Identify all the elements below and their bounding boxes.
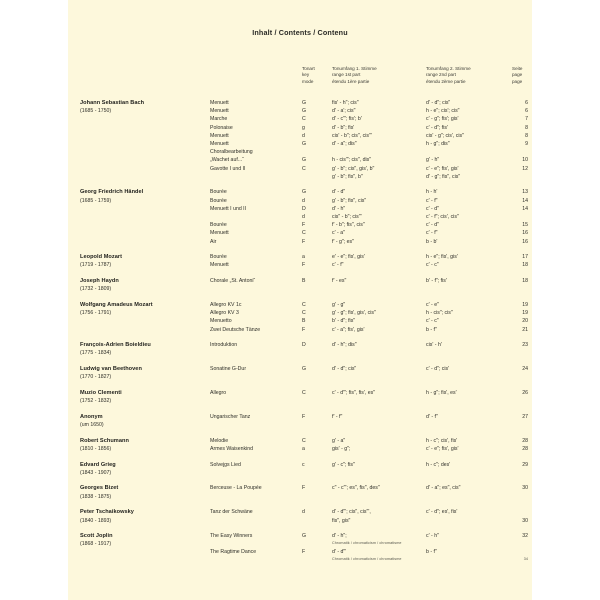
piece-title: Air [210, 238, 217, 245]
table-row [68, 485, 532, 493]
piece-key: G [302, 533, 307, 540]
range-2nd-part: h - cis"; cis" [426, 310, 453, 317]
piece-key: F [302, 485, 306, 492]
piece-title: Menuett [210, 132, 229, 139]
page-number: 8 [525, 132, 528, 139]
piece-title: Menuetto [210, 318, 232, 325]
range-1st-part: d' - h"; dis" [332, 342, 357, 349]
table-row [68, 549, 532, 557]
page-number: 28 [522, 445, 528, 452]
table-row [68, 518, 532, 526]
header-key-fr: mode [302, 78, 314, 84]
composer-group [68, 414, 532, 430]
composer-group [68, 533, 532, 564]
range-1st-part: g' - b"; fis", cis" [332, 197, 367, 204]
composer-group [68, 278, 532, 294]
piece-key: g [302, 124, 305, 131]
range-2nd-part: c' - f" [426, 197, 438, 204]
range-1st-part: e' - e"; fis', gis' [332, 254, 365, 261]
page-number: 7 [525, 116, 528, 123]
range-1st-part: d' - d"'; cis", cis"', [332, 509, 371, 516]
contents-table-body [68, 100, 532, 572]
range-1st-part: g' - g"; fis', gis', cis" [332, 310, 376, 317]
range-2nd-part: h - c"; cis', fis' [426, 437, 458, 444]
composer-name: Georg Friedrich Händel [80, 189, 144, 196]
header-key-en: key [302, 72, 310, 78]
table-row [68, 157, 532, 165]
piece-key: D [302, 205, 306, 212]
composer-group [68, 189, 532, 246]
composer-dates: (1685 - 1759) [80, 197, 112, 204]
range-2nd-part: h - e"; fis', gis' [426, 254, 458, 261]
page-number: 6 [525, 108, 528, 115]
page-number: 16 [522, 230, 528, 237]
table-row [68, 166, 532, 174]
range-2nd-part: d' - f" [426, 413, 438, 420]
range-1st-part: f' - g"; es" [332, 238, 354, 245]
header-range1-de: Tonumfang 1. Stimme [332, 66, 377, 71]
header-key-de: Tonart [302, 66, 315, 71]
piece-title: The Ragtime Dance [210, 548, 257, 555]
piece-title: Zwei Deutsche Tänze [210, 326, 261, 333]
piece-title: Polonaise [210, 124, 233, 131]
composer-group [68, 509, 532, 525]
composer-name: Peter Tschaikowsky [80, 509, 134, 516]
range-1st-part: d' - d"; cis" [332, 366, 357, 373]
range-1st-part: d' - d" [332, 189, 346, 196]
header-page-de: Seite [512, 66, 523, 71]
table-row [68, 374, 532, 382]
page-number: 30 [522, 485, 528, 492]
range-1st-part: g' - g" [332, 301, 346, 308]
composer-dates: (1810 - 1856) [80, 445, 112, 452]
composer-dates: (1756 - 1791) [80, 310, 112, 317]
composer-dates: (um 1650) [80, 422, 104, 428]
page-number: 26 [522, 389, 528, 396]
table-row [68, 462, 532, 470]
page-number: 15 [522, 222, 528, 229]
piece-key: C [302, 301, 306, 308]
range-2nd-part: h - c"; des' [426, 461, 451, 468]
table-row [68, 390, 532, 398]
table-row [68, 541, 532, 548]
piece-title: Menuett I und II [210, 205, 247, 212]
range-1st-part: c' - f" [332, 262, 344, 269]
contents-page [68, 0, 532, 600]
composer-group [68, 485, 532, 501]
composer-name: Anonym [80, 413, 103, 420]
range-2nd-part: b' - f"; fis' [426, 278, 447, 285]
range-2nd-part: b - f" [426, 548, 437, 555]
range-1st-part: g' - b"; fis", b" [332, 173, 363, 180]
piece-title: Allegro KV 1c [210, 301, 242, 308]
table-row [68, 222, 532, 230]
piece-key: D [302, 342, 306, 349]
table-row [68, 262, 532, 270]
composer-name: Ludwig van Beethoven [80, 366, 142, 373]
table-row [68, 206, 532, 214]
piece-title: Ungarischer Tanz [210, 413, 251, 420]
range-2nd-part: c' - f"; cis', cis" [426, 213, 459, 220]
header-range2-de: Tonumfang 2. Stimme [426, 66, 471, 71]
range-2nd-part: h - g"; fis', es' [426, 389, 457, 396]
range-2nd-part: b - b' [426, 238, 438, 245]
range-1st-part: f' - es" [332, 278, 347, 285]
page-sheet [68, 0, 532, 600]
range-1st-part: c' - d"'; fis", fis', es" [332, 389, 376, 396]
page-number: 32 [522, 533, 528, 540]
composer-group [68, 254, 532, 270]
header-range-1 [332, 66, 420, 85]
range-2nd-part: c' - g"; fis'; gis' [426, 116, 459, 123]
page-number: 8 [525, 124, 528, 131]
table-row [68, 189, 532, 197]
range-2nd-part: c' - e" [426, 301, 439, 308]
table-row [68, 398, 532, 406]
page-number: 30 [522, 517, 528, 524]
piece-title: Menuett [210, 100, 229, 106]
range-2nd-part: h - g"; dis" [426, 140, 450, 147]
composer-name: Georges Bizet [80, 485, 119, 492]
table-row [68, 174, 532, 182]
piece-key: d [302, 197, 305, 204]
range-2nd-part: d' - a"; es", cis" [426, 485, 461, 492]
composer-group [68, 302, 532, 335]
piece-key: F [302, 238, 306, 245]
piece-title: Bourée [210, 254, 227, 261]
composer-group [68, 390, 532, 406]
piece-key: C [302, 116, 306, 123]
header-page [512, 66, 528, 85]
table-row [68, 125, 532, 133]
table-row [68, 310, 532, 318]
piece-title: Menuett [210, 140, 229, 147]
page-number: 34 [523, 556, 528, 561]
range-2nd-part: g' - h" [426, 157, 440, 164]
range-1st-part: d' - b"; fis' [332, 124, 355, 131]
range-2nd-part: c' - d" [426, 222, 439, 229]
range-2nd-part: c' - e"; fis', gis' [426, 165, 459, 172]
range-1st-part: h - cis"'; cis", dis" [332, 157, 372, 164]
piece-title: Bourée [210, 189, 227, 196]
range-2nd-part: h - e"; cis'; cis" [426, 108, 460, 115]
piece-title: Marche [210, 116, 228, 123]
table-row [68, 149, 532, 157]
range-2nd-part: c' - c" [426, 318, 439, 325]
composer-group [68, 462, 532, 478]
piece-title: Allegro [210, 389, 227, 396]
piece-key: a [302, 254, 305, 261]
piece-key: d [302, 509, 305, 516]
range-2nd-part: cis' - h' [426, 342, 442, 349]
range-2nd-part: c' - e"; fis', gis' [426, 445, 459, 452]
piece-key: C [302, 310, 306, 317]
composer-dates: (1752 - 1832) [80, 398, 112, 405]
header-key [302, 66, 324, 85]
header-range2-fr: étendu 2ème partie [426, 78, 466, 84]
composer-name: François-Adrien Boieldieu [80, 342, 151, 349]
range-1st-part: Chromatik / chromaticism / chromatisme [332, 541, 402, 546]
page-number: 18 [522, 278, 528, 285]
composer-dates: (1838 - 1875) [80, 493, 112, 500]
range-2nd-part: c' - d"; es', fis' [426, 509, 458, 516]
range-1st-part: d' - h"; [332, 533, 347, 540]
range-1st-part: f' - f" [332, 413, 343, 420]
piece-key: F [302, 548, 306, 555]
piece-title: Berceuse - La Poupée [210, 485, 262, 492]
composer-group [68, 438, 532, 454]
composer-name: Joseph Haydn [80, 278, 119, 285]
piece-title: Gavotte I und II [210, 165, 246, 172]
page-number: 12 [522, 165, 528, 172]
piece-title: The Easy Winners [210, 533, 253, 540]
header-range1-fr: étendu 1ère partie [332, 78, 370, 84]
range-1st-part: fis", gis" [332, 517, 351, 524]
composer-name: Wolfgang Amadeus Mozart [80, 301, 153, 308]
piece-key: d [302, 213, 305, 220]
page-number: 20 [522, 318, 528, 325]
table-row [68, 318, 532, 326]
table-row [68, 327, 532, 335]
table-row [68, 414, 532, 422]
piece-title: Melodie [210, 437, 229, 444]
page-number: 18 [522, 262, 528, 269]
piece-title: Armes Waisenkind [210, 445, 254, 452]
table-row [68, 286, 532, 294]
page-number: 28 [522, 437, 528, 444]
piece-title: Chorale „St. Antoni“ [210, 278, 256, 285]
range-1st-part: gis' - g"; [332, 445, 351, 452]
page-number: 24 [522, 366, 528, 373]
range-1st-part: Chromatik / chromaticism / chromatisme [332, 556, 402, 561]
table-row [68, 470, 532, 478]
piece-key: a [302, 445, 305, 452]
range-2nd-part: b - f" [426, 326, 437, 333]
table-row [68, 100, 532, 108]
range-1st-part: d' - d"' [332, 548, 347, 555]
range-1st-part: c" - c"'; es", fis", des" [332, 485, 380, 492]
page-number: 9 [525, 140, 528, 147]
composer-group [68, 342, 532, 358]
piece-key: C [302, 230, 306, 237]
composer-name: Edvard Grieg [80, 461, 116, 468]
piece-key: G [302, 100, 307, 106]
range-1st-part: d' - c"'; fis'; b' [332, 116, 362, 123]
table-row [68, 239, 532, 247]
table-row [68, 198, 532, 206]
table-row [68, 214, 532, 222]
table-row [68, 133, 532, 141]
page-number: 16 [522, 238, 528, 245]
piece-title: Bourée [210, 222, 227, 229]
composer-dates: (1868 - 1917) [80, 541, 112, 548]
composer-dates: (1775 - 1834) [80, 350, 112, 357]
table-row [68, 494, 532, 502]
page-number: 19 [522, 310, 528, 317]
composer-name: Johann Sebastian Bach [80, 100, 145, 106]
page-number: 14 [522, 197, 528, 204]
range-1st-part: g' - a" [332, 437, 346, 444]
piece-title: Menuett [210, 230, 229, 237]
piece-title: Tanz der Schwäne [210, 509, 253, 516]
piece-title: Allegro KV 3 [210, 310, 239, 317]
table-row [68, 342, 532, 350]
range-1st-part: cis" - b"; cis"' [332, 213, 362, 220]
range-1st-part: fis' - h"; cis" [332, 100, 359, 106]
header-range2-en: range 2nd part [426, 72, 456, 78]
page-number: 6 [525, 100, 528, 106]
page-number: 23 [522, 342, 528, 349]
range-1st-part: d' - a'; cis" [332, 108, 356, 115]
header-page-fr: page [512, 78, 523, 84]
header-page-en: page [512, 72, 523, 78]
piece-key: C [302, 437, 306, 444]
range-1st-part: f' - b"; fis", cis" [332, 222, 365, 229]
table-row [68, 366, 532, 374]
range-1st-part: cis' - b"; cis", cis"' [332, 132, 372, 139]
piece-title: Solvejgs Lied [210, 461, 241, 468]
page-number: 14 [522, 205, 528, 212]
piece-key: c [302, 461, 305, 468]
range-1st-part: c' - a" [332, 230, 345, 237]
range-1st-part: g' - b"; cis", gis', b" [332, 165, 375, 172]
piece-title: Introduktion [210, 342, 238, 349]
page-number: 29 [522, 461, 528, 468]
table-row [68, 557, 532, 564]
page-number: 21 [522, 326, 528, 333]
piece-title: Sonatine G-Dur [210, 366, 247, 373]
piece-key: G [302, 140, 307, 147]
table-row [68, 108, 532, 116]
piece-key: G [302, 157, 307, 164]
table-row [68, 422, 532, 430]
piece-key: B [302, 278, 306, 285]
page-number: 27 [522, 413, 528, 420]
piece-title: Choralbearbeitung [210, 149, 253, 156]
range-2nd-part: h - h' [426, 189, 438, 196]
piece-key: d [302, 132, 305, 139]
table-row [68, 141, 532, 149]
table-row [68, 446, 532, 454]
range-2nd-part: c' - d"; cis' [426, 366, 450, 373]
piece-key: F [302, 326, 306, 333]
header-range1-en: range 1st part [332, 72, 361, 78]
range-1st-part: c' - a"; fis', gis' [332, 326, 365, 333]
range-1st-part: g' - c"; fis" [332, 461, 355, 468]
composer-name: Scott Joplin [80, 533, 113, 540]
range-2nd-part: c' - d"; fis' [426, 124, 448, 131]
range-2nd-part: d' - g"; fis", cis" [426, 173, 461, 180]
range-1st-part: d' - a"; dis" [332, 140, 357, 147]
table-row [68, 254, 532, 262]
piece-key: C [302, 389, 306, 396]
table-row [68, 438, 532, 446]
composer-dates: (1840 - 1893) [80, 517, 112, 524]
page-number: 19 [522, 301, 528, 308]
composer-name: Muzio Clementi [80, 389, 122, 396]
piece-title: Menuett [210, 108, 229, 115]
composer-name: Robert Schumann [80, 437, 129, 444]
composer-dates: (1732 - 1809) [80, 286, 112, 293]
piece-title: Bourée [210, 197, 227, 204]
table-row [68, 278, 532, 286]
piece-key: G [302, 366, 307, 373]
composer-dates: (1770 - 1827) [80, 374, 112, 381]
page-number: 17 [522, 254, 528, 261]
piece-title: „Wachet auf...“ [210, 157, 244, 164]
page-number: 13 [522, 189, 528, 196]
composer-group [68, 366, 532, 382]
range-1st-part: b' - d"; fis" [332, 318, 356, 325]
range-2nd-part: c' - d" [426, 205, 439, 212]
piece-key: F [302, 262, 306, 269]
range-2nd-part: d' - d"; cis" [426, 100, 451, 106]
piece-key: F [302, 413, 306, 420]
piece-title: Menuett [210, 262, 229, 269]
composer-group [68, 100, 532, 182]
table-row [68, 509, 532, 517]
composer-name: Leopold Mozart [80, 254, 123, 261]
table-row [68, 116, 532, 124]
piece-key: C [302, 165, 306, 172]
composer-dates: (1685 - 1750) [80, 108, 112, 115]
composer-dates: (1719 - 1787) [80, 262, 112, 269]
composer-dates: (1843 - 1907) [80, 469, 112, 476]
piece-key: F [302, 222, 306, 229]
table-row [68, 350, 532, 358]
header-range-2 [426, 66, 512, 85]
table-row [68, 230, 532, 238]
page-number: 10 [522, 157, 528, 164]
table-row [68, 302, 532, 310]
page-title: Inhalt / Contents / Contenu [252, 28, 348, 37]
piece-key: G [302, 108, 307, 115]
range-2nd-part: c' - f" [426, 230, 438, 237]
table-header [68, 66, 532, 92]
range-2nd-part: cis' - g"; cis', cis" [426, 132, 464, 139]
range-2nd-part: c' - c" [426, 262, 439, 269]
range-2nd-part: c' - h" [426, 533, 439, 540]
range-1st-part: d' - h" [332, 205, 346, 212]
piece-key: B [302, 318, 306, 325]
table-row [68, 533, 532, 541]
piece-key: G [302, 189, 307, 196]
